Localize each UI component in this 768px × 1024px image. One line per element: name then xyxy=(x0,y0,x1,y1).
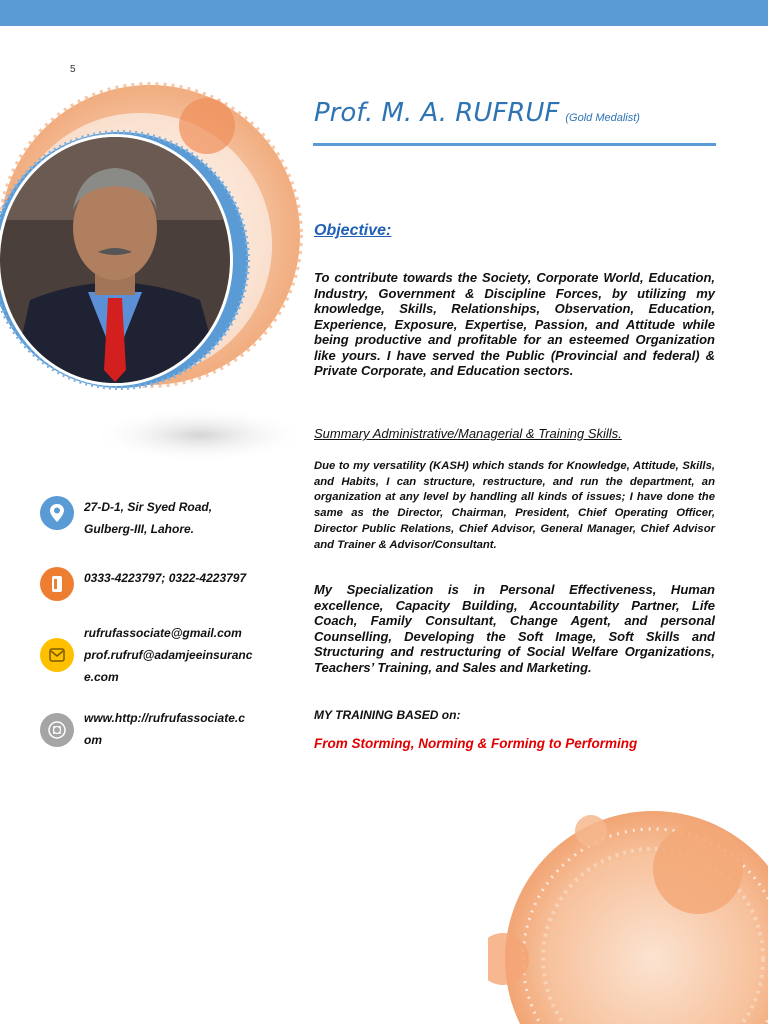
website-line-1[interactable]: www.http://rufrufassociate.c xyxy=(84,711,245,725)
honor-tag: (Gold Medalist) xyxy=(565,112,640,124)
phone-icon xyxy=(40,567,74,601)
portrait-decoration xyxy=(0,30,320,470)
top-banner xyxy=(0,0,768,26)
portrait-frame xyxy=(0,30,320,470)
training-motto: From Storming, Norming & Forming to Performing xyxy=(314,736,638,751)
mail-icon xyxy=(40,638,74,672)
address-line-2: Gulberg-III, Lahore. xyxy=(84,522,195,536)
name-heading xyxy=(314,98,734,128)
objective-paragraph: To contribute towards the Society, Corporate World, Education, Industry, Government & Discipline Forces, by utilizing my knowledge, Skills, Relationships, Observation, Education, Experience, Exposure, Expertise, Passion, and Attitude while being productive and profitable for an esteemed Organization like yours. I have served the Public (Provincial and federal) & Private Corporate, and Education sectors. xyxy=(314,270,715,378)
summary-paragraph: Due to my versatility (KASH) which stands for Knowledge, Attitude, Skills, and Habits, I can structure, restructure, and run the department, an organization at any level by handling all kinds of issues; I have done the same as the Director, Chairman, President, Chief Operating Officer, Director Public Relations, Chief Advisor, General Manager, Chief Advisor and Trainer & Advisor/Consultant. xyxy=(314,460,715,551)
bottom-decoration xyxy=(488,794,768,1024)
email-secondary[interactable]: prof.rufruf@adamjeeinsuranc xyxy=(84,648,253,662)
phone-numbers[interactable]: 0333-4223797; 0322-4223797 xyxy=(84,571,247,585)
email-primary[interactable]: rufrufassociate@gmail.com xyxy=(84,626,242,640)
heading-divider xyxy=(313,143,716,146)
summary-heading: Summary Administrative/Managerial & Training Skills. xyxy=(314,426,622,441)
location-pin-icon xyxy=(40,496,74,530)
address-line-1: 27-D-1, Sir Syed Road, xyxy=(84,500,213,514)
website-line-2[interactable]: om xyxy=(84,733,102,747)
page-marker: 5 xyxy=(70,64,76,75)
person-name: Prof. M. A. RUFRUF xyxy=(314,98,560,128)
objective-heading: Objective: xyxy=(314,222,392,239)
email-secondary-cont[interactable]: e.com xyxy=(84,670,119,684)
globe-icon xyxy=(40,713,74,747)
specialization-paragraph: My Specialization is in Personal Effectiveness, Human excellence, Capacity Building, Accountability Partner, Life Coach, Family Consultant, Change Agent, and personal Counselling, Developing the Soft Image, Soft Skills and Structuring and restructuring of Social Welfare Organizations, Teachers’ Training, and Sales and Marketing. xyxy=(314,582,715,675)
training-label: MY TRAINING BASED on: xyxy=(314,708,461,722)
